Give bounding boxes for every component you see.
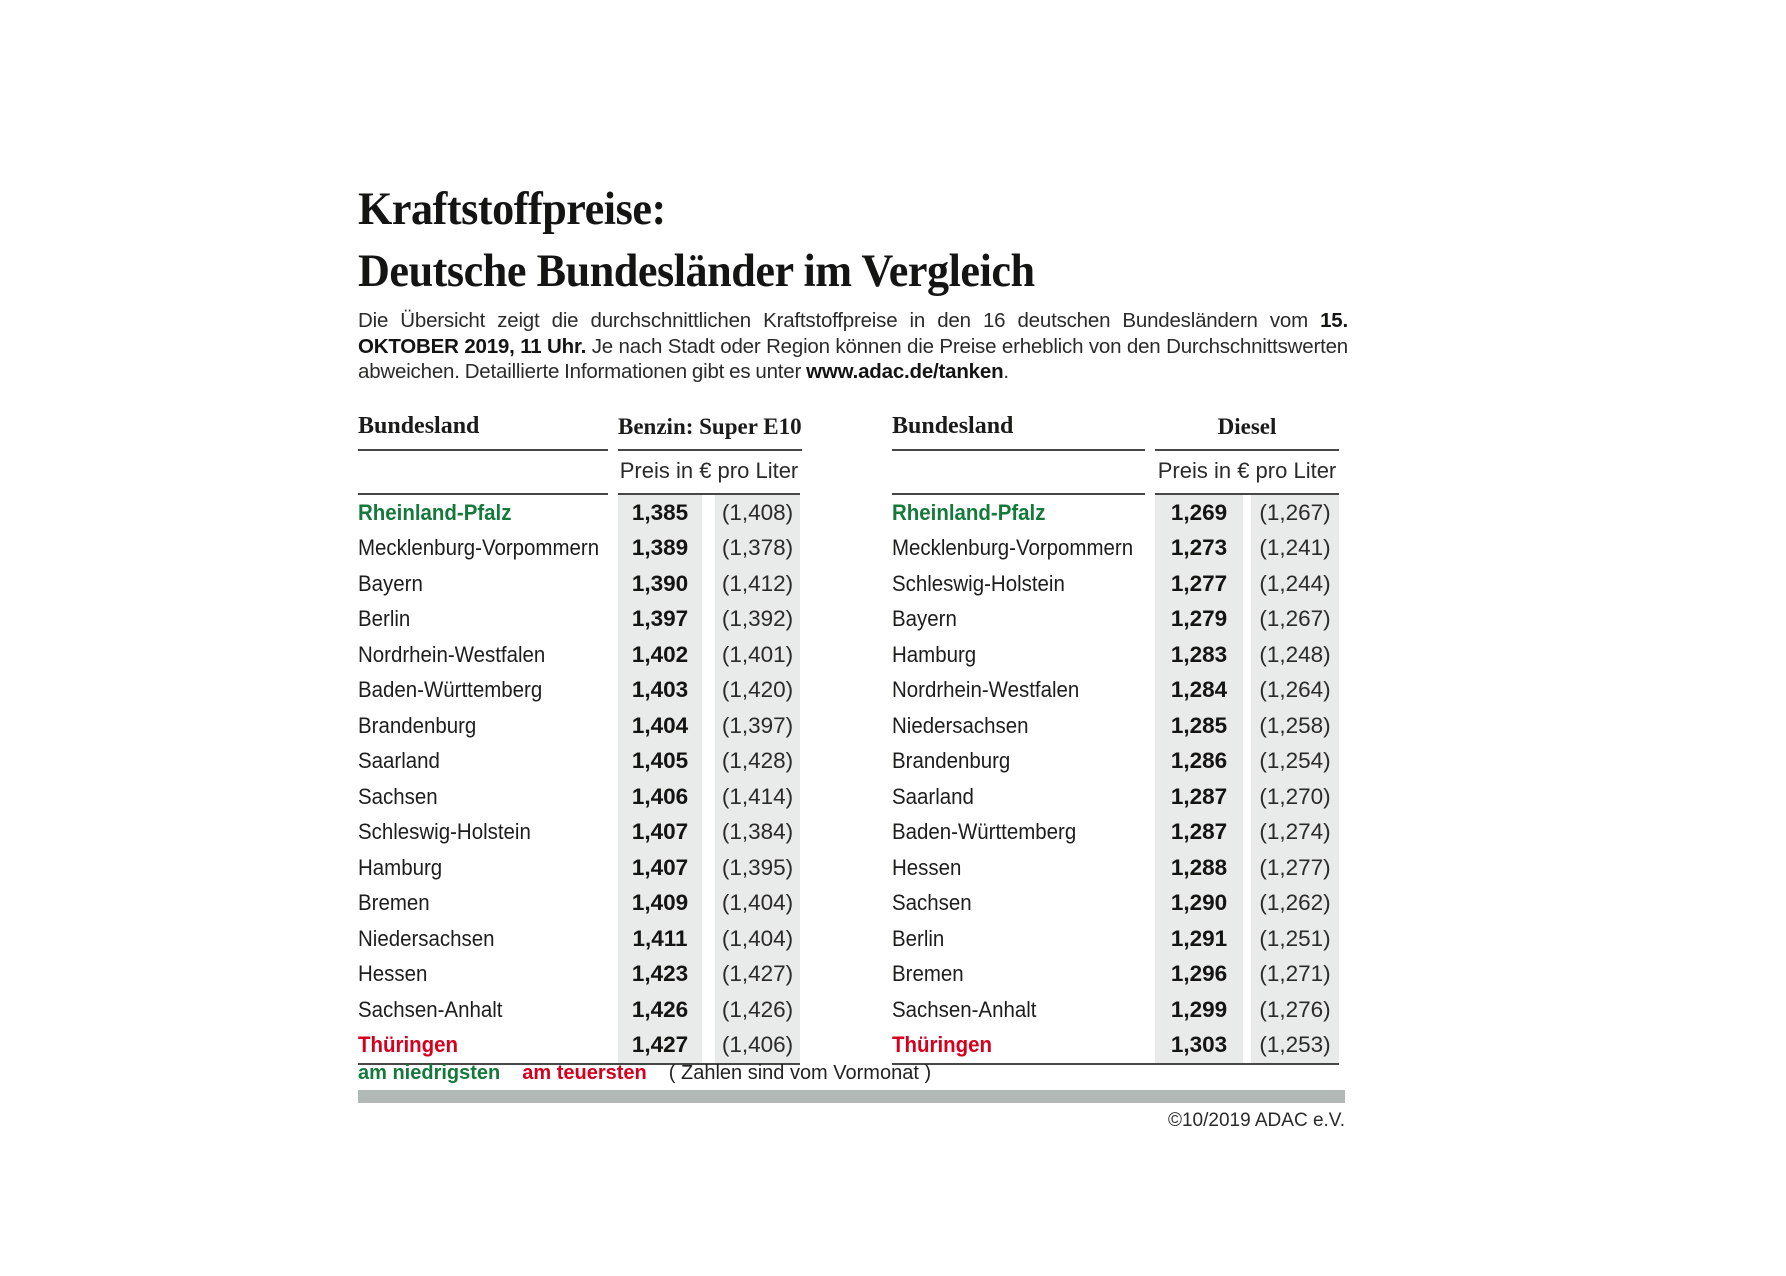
copyright-text: ©10/2019 ADAC e.V. (1167, 1110, 1345, 1131)
state-name: Baden-Württemberg (892, 819, 1077, 845)
current-price: 1,404 (618, 708, 702, 744)
subheader-rule (358, 449, 608, 495)
state-name: Hessen (358, 961, 428, 987)
state-name: Sachsen (358, 783, 438, 809)
state-name: Hamburg (358, 854, 443, 880)
column-gap (702, 744, 715, 780)
state-column-header: Bundesland (358, 413, 608, 451)
previous-month-price: (1,384) (715, 815, 800, 851)
previous-month-price: (1,267) (1251, 495, 1339, 531)
column-gap (1243, 744, 1251, 780)
current-price: 1,291 (1155, 921, 1243, 957)
column-gap (1243, 637, 1251, 673)
state-name: Mecklenburg-Vorpommern (358, 535, 600, 561)
column-gap (702, 637, 715, 673)
current-price: 1,423 (618, 957, 702, 993)
state-name: Niedersachsen (892, 712, 1029, 738)
current-price: 1,299 (1155, 992, 1243, 1028)
current-price: 1,406 (618, 779, 702, 815)
current-price: 1,286 (1155, 744, 1243, 780)
current-price: 1,411 (618, 921, 702, 957)
state-name: Berlin (358, 606, 411, 632)
current-price: 1,283 (1155, 637, 1243, 673)
current-price: 1,296 (1155, 957, 1243, 993)
table-row (358, 531, 800, 567)
table-row (892, 779, 1339, 815)
previous-month-price: (1,420) (715, 673, 800, 709)
table-row (892, 921, 1339, 957)
previous-month-price: (1,241) (1251, 531, 1339, 567)
intro-date-bold: 15. OKTOBER 2019, 11 Uhr. (358, 309, 1348, 358)
current-price: 1,409 (618, 886, 702, 922)
state-name: Bremen (358, 890, 430, 916)
current-price: 1,303 (1155, 1028, 1243, 1064)
state-name: Mecklenburg-Vorpommern (892, 535, 1134, 561)
current-price: 1,288 (1155, 850, 1243, 886)
state-name: Rheinland-Pfalz (358, 499, 512, 525)
legend-highest-label: am teuersten (522, 1062, 647, 1084)
current-price: 1,273 (1155, 531, 1243, 567)
column-gap (1243, 992, 1251, 1028)
current-price: 1,407 (618, 850, 702, 886)
state-name: Schleswig-Holstein (892, 570, 1065, 596)
unit-label: Preis in € pro Liter (618, 451, 800, 495)
previous-month-price: (1,397) (715, 708, 800, 744)
column-gap (702, 708, 715, 744)
previous-month-price: (1,274) (1251, 815, 1339, 851)
table-rows (892, 495, 1339, 1063)
state-name: Thüringen (892, 1032, 993, 1058)
current-price: 1,285 (1155, 708, 1243, 744)
intro-text (358, 308, 1348, 385)
current-price: 1,290 (1155, 886, 1243, 922)
current-price: 1,277 (1155, 566, 1243, 602)
previous-month-price: (1,244) (1251, 566, 1339, 602)
current-price: 1,385 (618, 495, 702, 531)
page-title-line2: Deutsche Bundesländer im Vergleich (358, 245, 1035, 297)
table-row (892, 673, 1339, 709)
legend (358, 1062, 931, 1085)
column-gap (1243, 602, 1251, 638)
column-gap (1243, 850, 1251, 886)
previous-month-price: (1,251) (1251, 921, 1339, 957)
current-price: 1,287 (1155, 815, 1243, 851)
column-gap (702, 1028, 715, 1064)
previous-month-price: (1,412) (715, 566, 800, 602)
table-row (892, 602, 1339, 638)
current-price: 1,407 (618, 815, 702, 851)
table-subheader (892, 451, 1339, 495)
column-gap (702, 921, 715, 957)
column-gap (1243, 566, 1251, 602)
column-gap (1243, 815, 1251, 851)
table-header (892, 413, 1339, 451)
unit-label: Preis in € pro Liter (1155, 451, 1339, 495)
column-gap (702, 566, 715, 602)
table-subheader (358, 451, 800, 495)
intro-segment: Je nach Stadt oder Region können die Preise erheblich von den Durchschnittswerten abweichen. Detaillierte Informationen gibt es unter (358, 334, 1349, 383)
previous-month-price: (1,408) (715, 495, 800, 531)
previous-month-price: (1,395) (715, 850, 800, 886)
state-name: Baden-Württemberg (358, 677, 543, 703)
state-name: Hamburg (892, 641, 977, 667)
previous-month-price: (1,428) (715, 744, 800, 780)
previous-month-price: (1,427) (715, 957, 800, 993)
legend-note: ( Zahlen sind vom Vormonat ) (668, 1062, 932, 1084)
current-price: 1,397 (618, 602, 702, 638)
column-gap (1243, 531, 1251, 567)
state-name: Nordrhein-Westfalen (358, 641, 546, 667)
state-name: Saarland (892, 783, 974, 809)
state-name: Sachsen-Anhalt (358, 996, 503, 1022)
table-row (892, 531, 1339, 567)
state-name: Rheinland-Pfalz (892, 499, 1046, 525)
previous-month-price: (1,253) (1251, 1028, 1339, 1064)
previous-month-price: (1,401) (715, 637, 800, 673)
state-name: Schleswig-Holstein (358, 819, 531, 845)
page-title (358, 178, 1035, 302)
state-name: Saarland (358, 748, 440, 774)
previous-month-price: (1,271) (1251, 957, 1339, 993)
previous-month-price: (1,378) (715, 531, 800, 567)
table-row (358, 850, 800, 886)
table-row (892, 886, 1339, 922)
state-name: Bremen (892, 961, 964, 987)
table-row (892, 1028, 1339, 1064)
fuel-column-header: Benzin: Super E10 (618, 414, 802, 451)
previous-month-price: (1,406) (715, 1028, 800, 1064)
current-price: 1,405 (618, 744, 702, 780)
table-row (358, 779, 800, 815)
current-price: 1,403 (618, 673, 702, 709)
current-price: 1,402 (618, 637, 702, 673)
column-gap (1243, 779, 1251, 815)
previous-month-price: (1,404) (715, 886, 800, 922)
table-row (358, 992, 800, 1028)
current-price: 1,390 (618, 566, 702, 602)
table-row (358, 744, 800, 780)
current-price: 1,389 (618, 531, 702, 567)
state-name: Sachsen-Anhalt (892, 996, 1037, 1022)
previous-month-price: (1,276) (1251, 992, 1339, 1028)
table-row (358, 673, 800, 709)
column-gap (702, 602, 715, 638)
column-gap (702, 850, 715, 886)
current-price: 1,426 (618, 992, 702, 1028)
previous-month-price: (1,277) (1251, 850, 1339, 886)
table-row (358, 495, 800, 531)
state-name: Bayern (358, 570, 423, 596)
column-gap (1243, 708, 1251, 744)
state-name: Thüringen (358, 1032, 459, 1058)
current-price: 1,284 (1155, 673, 1243, 709)
column-gap (702, 886, 715, 922)
previous-month-price: (1,392) (715, 602, 800, 638)
table-row (892, 708, 1339, 744)
table-row (358, 566, 800, 602)
previous-month-price: (1,262) (1251, 886, 1339, 922)
table-row (892, 495, 1339, 531)
previous-month-price: (1,264) (1251, 673, 1339, 709)
column-gap (1243, 957, 1251, 993)
state-name: Hessen (892, 854, 962, 880)
table-header (358, 413, 800, 451)
column-gap (702, 992, 715, 1028)
intro-segment: Die Übersicht zeigt die durchschnittlichen Kraftstoffpreise in den 16 deutschen Bundesländern vom (358, 309, 1321, 332)
column-gap (702, 673, 715, 709)
column-gap (702, 779, 715, 815)
table-row (892, 637, 1339, 673)
previous-month-price: (1,248) (1251, 637, 1339, 673)
column-gap (1243, 495, 1251, 531)
table-row (892, 850, 1339, 886)
table-rows (358, 495, 800, 1063)
column-gap (1243, 1028, 1251, 1064)
fuel-column-header: Diesel (1155, 414, 1339, 451)
table-row (358, 602, 800, 638)
current-price: 1,287 (1155, 779, 1243, 815)
column-gap (1243, 886, 1251, 922)
current-price: 1,279 (1155, 602, 1243, 638)
previous-month-price: (1,267) (1251, 602, 1339, 638)
column-gap (702, 531, 715, 567)
legend-lowest-label: am niedrigsten (358, 1062, 501, 1084)
column-gap (1243, 921, 1251, 957)
intro-segment: . (1003, 360, 1009, 383)
state-name: Berlin (892, 925, 945, 951)
state-name: Brandenburg (892, 748, 1011, 774)
diesel-price-table (892, 413, 1339, 1065)
table-bottom-rule (892, 1063, 1339, 1065)
subheader-rule (892, 449, 1145, 495)
current-price: 1,427 (618, 1028, 702, 1064)
previous-month-price: (1,254) (1251, 744, 1339, 780)
intro-url-bold: www.adac.de/tanken (806, 360, 1004, 383)
table-row (892, 744, 1339, 780)
content-area (358, 0, 1348, 1276)
previous-month-price: (1,258) (1251, 708, 1339, 744)
previous-month-price: (1,426) (715, 992, 800, 1028)
column-gap (702, 815, 715, 851)
previous-month-price: (1,404) (715, 921, 800, 957)
table-row (358, 886, 800, 922)
state-name: Nordrhein-Westfalen (892, 677, 1080, 703)
state-column-header: Bundesland (892, 413, 1145, 451)
table-row (358, 637, 800, 673)
footer-divider-bar (358, 1090, 1345, 1103)
table-row (358, 957, 800, 993)
table-row (892, 957, 1339, 993)
previous-month-price: (1,414) (715, 779, 800, 815)
current-price: 1,269 (1155, 495, 1243, 531)
page-title-line1: Kraftstoffpreise: (358, 183, 666, 235)
table-row (358, 921, 800, 957)
previous-month-price: (1,270) (1251, 779, 1339, 815)
column-gap (702, 495, 715, 531)
table-row (358, 1028, 800, 1064)
benzin-price-table (358, 413, 800, 1065)
table-row (358, 708, 800, 744)
state-name: Niedersachsen (358, 925, 495, 951)
column-gap (702, 957, 715, 993)
state-name: Bayern (892, 606, 957, 632)
table-row (358, 815, 800, 851)
table-row (892, 566, 1339, 602)
table-row (892, 815, 1339, 851)
state-name: Sachsen (892, 890, 972, 916)
table-row (892, 992, 1339, 1028)
state-name: Brandenburg (358, 712, 477, 738)
column-gap (1243, 673, 1251, 709)
